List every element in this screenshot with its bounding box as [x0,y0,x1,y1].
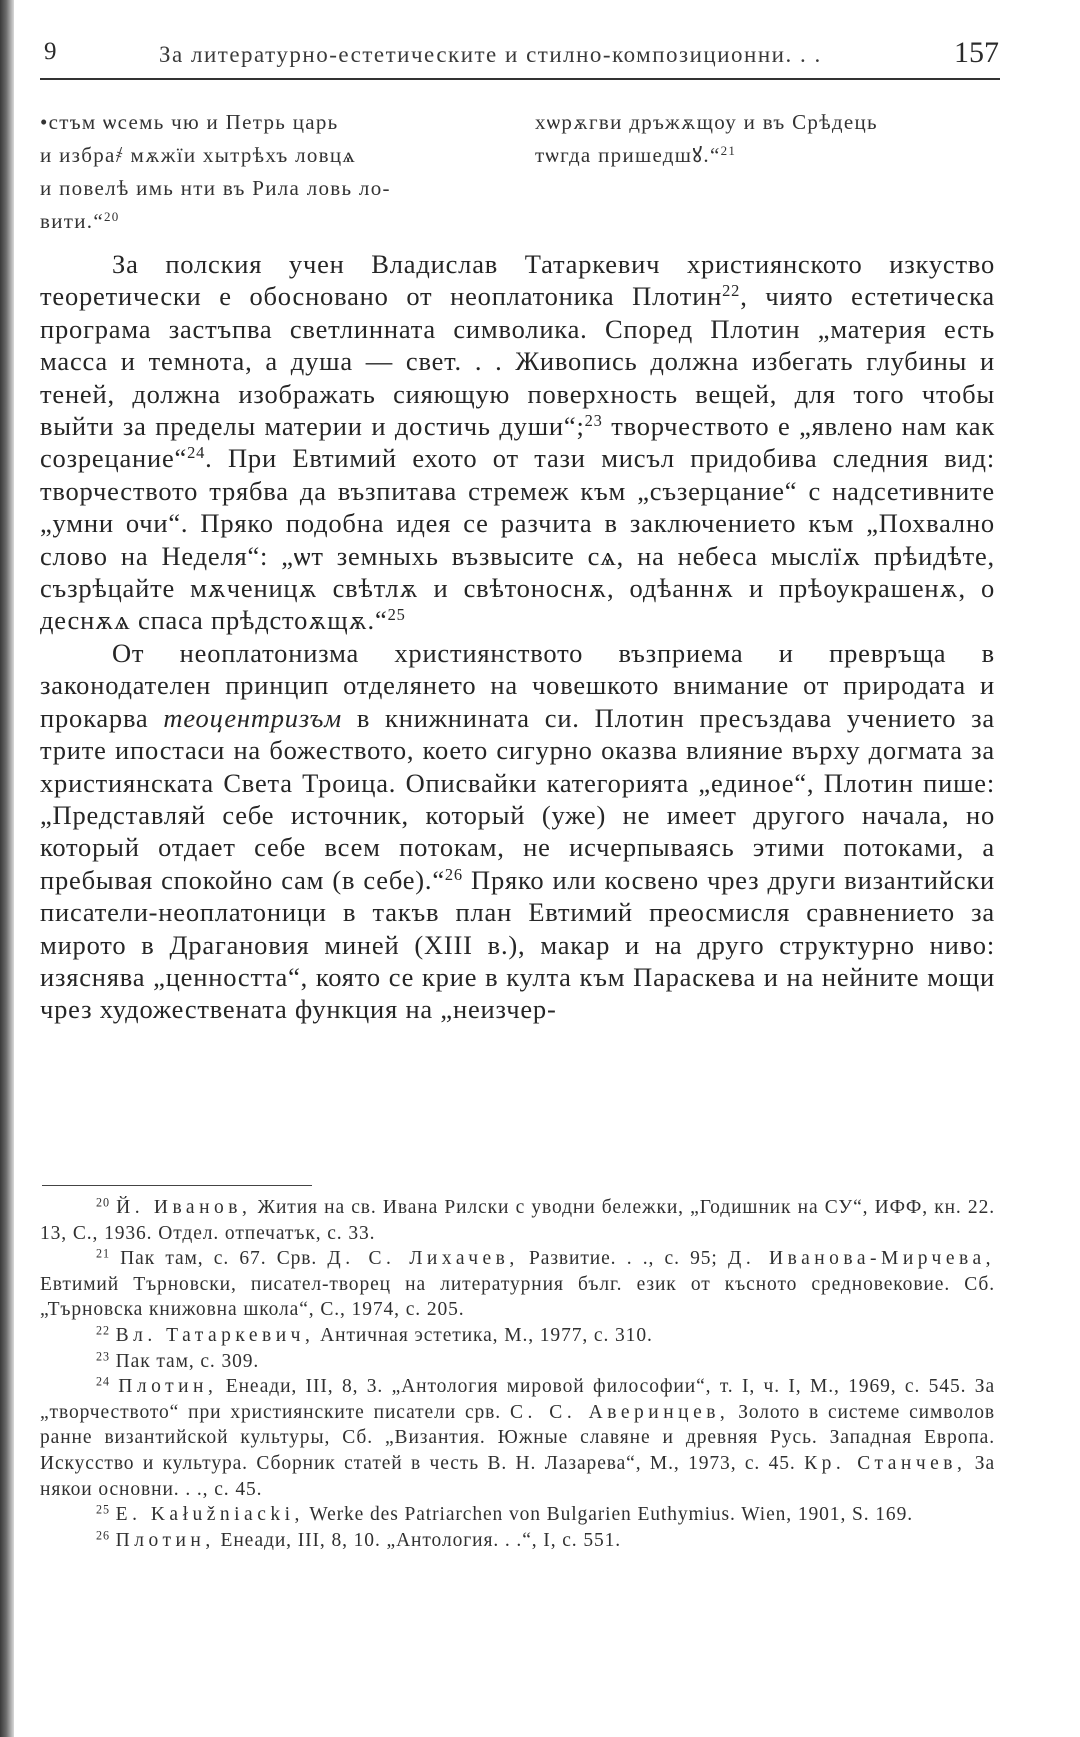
footnote-23: $^{23}$ Пак там, с. 309. [96,1348,260,1372]
running-title: За литературно-естетическите и стилно-композиционни. . . [159,42,822,67]
footnote-26: $^{26}$ Плотин, Енеади, III, 8, 10. „Антология. . .“, I, с. 551. [96,1528,622,1551]
paragraph: За полския учен Владислав Татаркевич християнското изкуство теоретически е обосновано от неоплатоника Плотин$^{22}$, чиято естетическа програма застъпва светлинната символика. Според Плотин „материя есть масса и темнота, а душа — свет. . . Живопись должна избегать глубины и теней, должна изображать сияющую поверхность вещей, для того чтобы выйти за пределы материи и достичь души“;$^{23}$ творчеството е „явлено нам как созрецание“$^{24}$. При Евтимий ехото от тази мисъл придобива следния вид: творчеството трябва да възпитава стремеж към „съзерцание“ с надсетивните „умни очи“. Пряко подобна идея се разчита в заключението към „Похвално слово на Неделя“: „ѡт земныхь възвысите сѧ, на небеса мыслїѫ прѣидѣте, съзрѣцайте мѫченицѫ свѣтлѫ и свѣтоноснѫ, одѣаннѫ и прѣоукрашенѫ, о деснѫѧ спаса прѣдстоѫщѫ.“$^{25}$ [40,249,995,636]
quote-line: •стъм ѡсемь чю и Петрь царь [40,110,339,134]
footnote-ref[interactable]: 22 [722,281,741,301]
old-slavonic-quote-left [40,106,510,238]
old-slavonic-quote-right [535,106,1005,172]
footnote-25: $^{25}$ E. Kałužniacki, Werke des Patriarchen von Bulgarien Euthymius. Wien, 1901, S. 169. [96,1502,914,1526]
footnote-ref[interactable]: 24 [187,443,206,463]
main-text [40,248,995,1026]
footnote-ref[interactable]: 23 [584,411,603,430]
quote-line: хѡрѫгви дръжѫщоу и въ Срѣдець [535,110,878,134]
footnote-24: $^{24}$ Плотин, Енеади, III, 8, 3. „Антология мировой философии“, т. I, ч. I, М., 1969, с. 545. За „творчеството“ при християнските писатели срв. С. С. Аверинцев, Золото в системе символов ранне византийской культуры, Сб. „Византия. Южные славяне и древняя Русь. Западная Европа. Искусство и культура. Сборник статей в честь В. Н. Лазарева“, М., 1973, с. 45. Кр. Станчев, За някои основни. . ., с. 45. [40,1374,996,1500]
footnote-21: $^{21}$ Пак там, с. 67. Срв. Д. С. Лихачев, Развитие. . ., с. 95; Д. Иванова-Мирчева, Евтимий Търновски, писател-творец на литературния бълг. език от късното средновековие. Сб. „Търновска книжовна школа“, С., 1974, с. 205. [40,1246,996,1321]
footnote-ref[interactable]: 25 [387,605,406,625]
quote-line: и повелѣ имь нти въ Рила ловь ло- [40,176,391,200]
header-rule [40,78,1000,80]
footnote-20: $^{20}$ Й. Иванов, Жития на св. Ивана Рилски с уводни бележки, „Годишник на СУ“, ИФФ, кн. 22. 13, С., 1936. Отдел. отпечатък, с. 33. [40,1195,995,1244]
footnote-ref[interactable]: 21 [720,142,737,158]
quote-line: и избра҂ мѫжїи хытрѣхъ ловцѧ [40,143,357,167]
footnote-ref[interactable]: 20 [103,208,120,224]
running-header [44,32,999,80]
quote-line: тѡгда пришедшꙋ.“$^{21}$ [535,142,737,167]
footnotes [40,1195,995,1553]
page-number: 157 [954,36,999,69]
quote-line: вити.“$^{20}$ [40,208,120,233]
chapter-number: 9 [44,38,57,65]
emphasis: теоцентризъм [163,702,342,733]
footnote-rule [42,1185,312,1186]
footnote-22: $^{22}$ Вл. Татаркевич, Античная эстетика, М., 1977, с. 310. [96,1323,653,1346]
paragraph: От неоплатонизма християнството възприема и превръща в законодателен принцип отделянето на човешкото внимание от природата и прокарва теоцентризъм в книжнината си. Плотин пресъздава учението за трите ипостаси на божеството, което сигурно оказва влияние върху догмата за християнската Света Троица. Описвайки категорията „единое“, Плотин пише: „Представляй себе источник, который (уже) не имеет другого начала, но который отдает себе всем потокам, не исчерпываясь этими потоками, а пребывая спокойно сам (в себе).“$^{26}$ Пряко или косвено чрез други византийски писатели-неоплатоници в такъв план Евтимий преосмисля сравнението за мирото в Драгановия миней (XIII в.), макар и на друго структурно ниво: изяснява „ценността“, която се крие в култа към Параскева и на нейните мощи чрез художествената функция на „неизчер- [40,637,995,1025]
page-binding-edge [0,0,14,1737]
footnote-ref[interactable]: 26 [444,864,463,884]
